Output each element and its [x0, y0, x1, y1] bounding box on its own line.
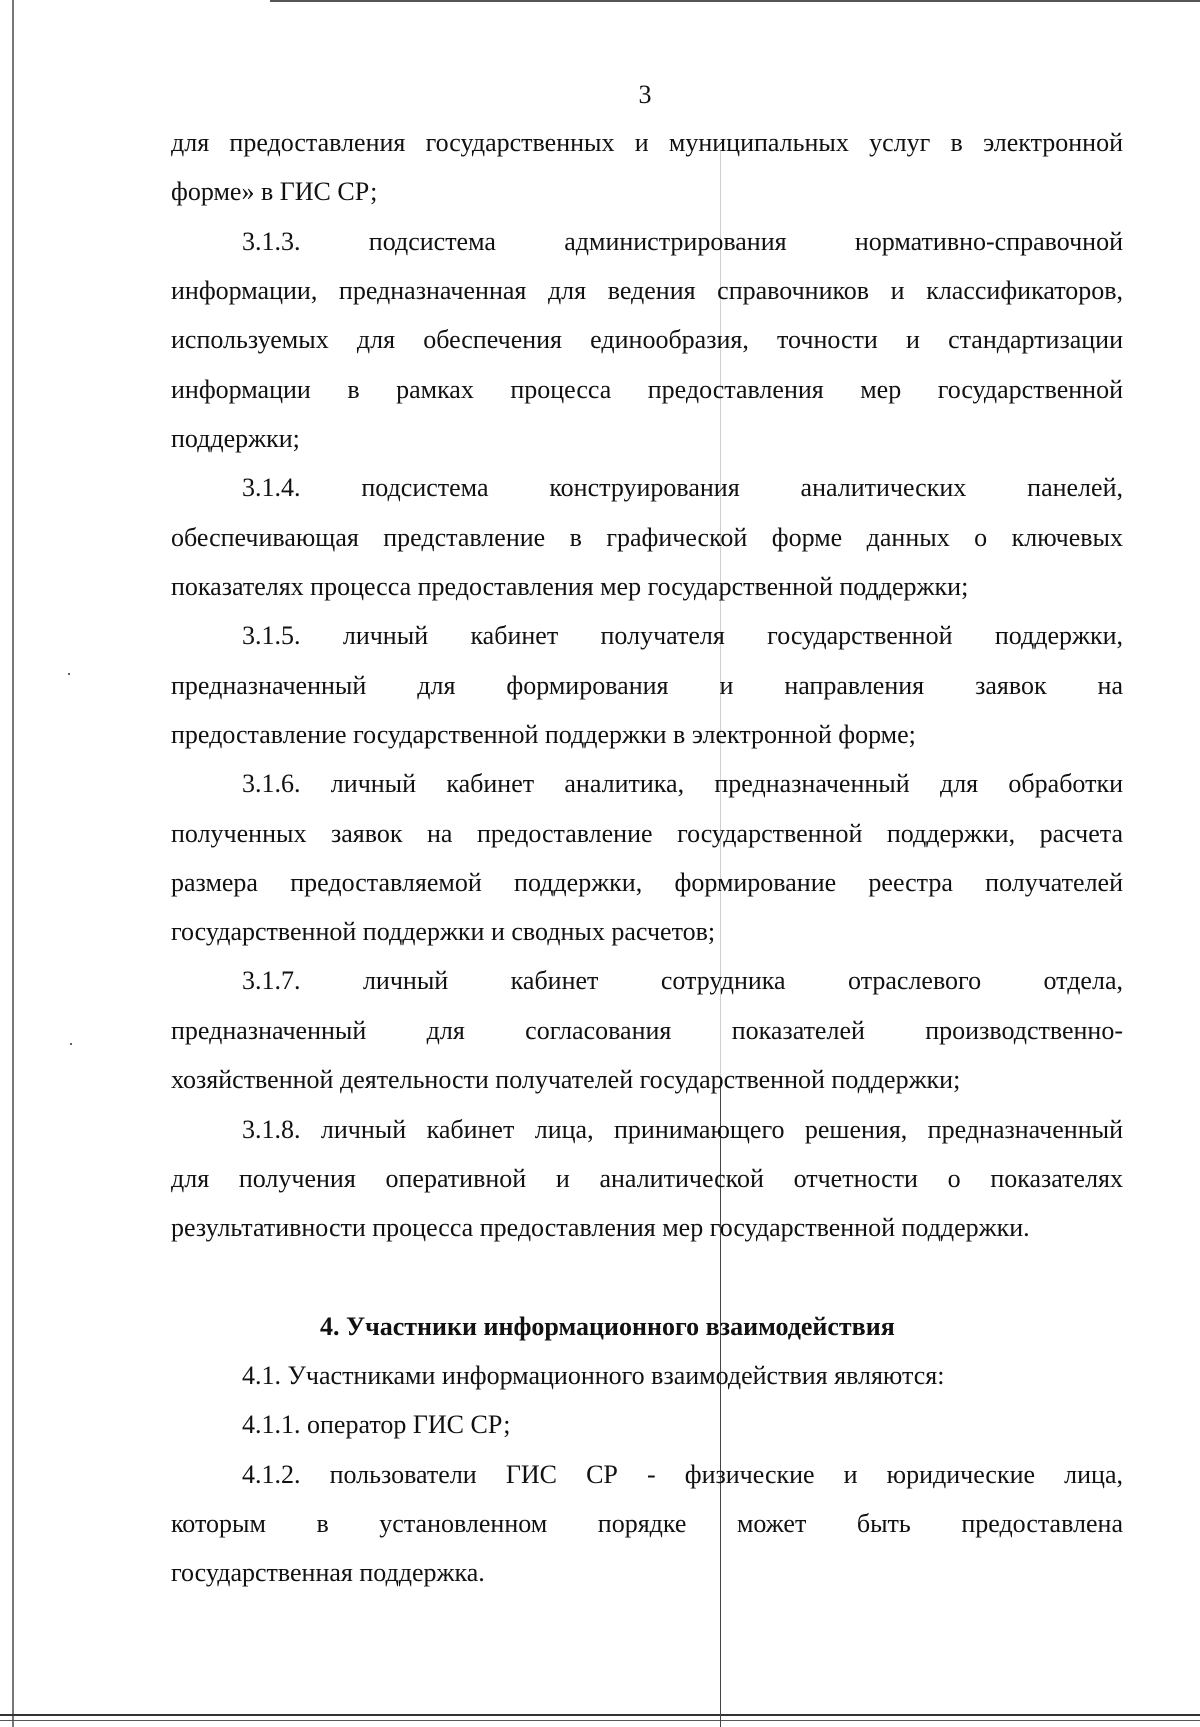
- paragraph-3-1-6-start: 3.1.6. личный кабинет аналитика, предназначенный для обработки: [242, 769, 1123, 798]
- scan-edge-bottom-secondary: [0, 1720, 1200, 1721]
- text-line: обеспечивающая представление в графической форме данных о ключевых: [171, 523, 1123, 552]
- margin-speck-1: ·: [66, 664, 72, 684]
- text-line: предназначенный для согласования показателей производственно-: [171, 1016, 1123, 1045]
- text-line: полученных заявок на предоставление государственной поддержки, расчета: [171, 819, 1123, 848]
- clause-4-1-2-start: 4.1.2. пользователи ГИС СР - физические и юридические лица,: [242, 1460, 1123, 1489]
- section-heading-4: 4. Участники информационного взаимодействия: [320, 1312, 895, 1341]
- text-line: информации в рамках процесса предоставления мер государственной: [171, 375, 1123, 404]
- text-line: размера предоставляемой поддержки, формирование реестра получателей: [171, 868, 1123, 897]
- page-number: 3: [638, 80, 652, 109]
- margin-speck-2: ·: [68, 1034, 74, 1054]
- text-line: для получения оперативной и аналитической отчетности о показателях: [171, 1164, 1123, 1193]
- text-line: предназначенный для формирования и направления заявок на: [171, 671, 1123, 700]
- paragraph-3-1-3-start: 3.1.3. подсистема администрирования нормативно-справочной: [242, 227, 1123, 256]
- text-line: используемых для обеспечения единообразия, точности и стандартизации: [171, 325, 1123, 354]
- text-line: форме» в ГИС СР;: [171, 177, 378, 206]
- text-line: для предоставления государственных и муниципальных услуг в электронной: [171, 128, 1123, 157]
- paragraph-3-1-7-start: 3.1.7. личный кабинет сотрудника отраслевого отдела,: [242, 966, 1123, 995]
- paragraph-3-1-8-start: 3.1.8. личный кабинет лица, принимающего решения, предназначенный: [242, 1115, 1123, 1144]
- text-line: информации, предназначенная для ведения справочников и классификаторов,: [171, 276, 1123, 305]
- scan-edge-left: [12, 0, 14, 1727]
- text-line: которым в установленном порядке может быть предоставлена: [171, 1509, 1123, 1538]
- text-line: результативности процесса предоставления мер государственной поддержки.: [171, 1213, 1030, 1242]
- paragraph-3-1-4-start: 3.1.4. подсистема конструирования аналитических панелей,: [242, 473, 1123, 502]
- clause-4-1-1: 4.1.1. оператор ГИС СР;: [242, 1410, 511, 1439]
- scan-edge-bottom: [0, 1714, 1200, 1716]
- text-line: хозяйственной деятельности получателей государственной поддержки;: [171, 1065, 961, 1094]
- paragraph-3-1-5-start: 3.1.5. личный кабинет получателя государственной поддержки,: [242, 621, 1123, 650]
- clause-4-1: 4.1. Участниками информационного взаимодействия являются:: [242, 1361, 945, 1390]
- text-line: государственная поддержка.: [171, 1558, 485, 1587]
- text-line: предоставление государственной поддержки в электронной форме;: [171, 720, 916, 749]
- text-line: показателях процесса предоставления мер государственной поддержки;: [171, 572, 969, 601]
- text-line: поддержки;: [171, 424, 300, 453]
- text-line: государственной поддержки и сводных расчетов;: [171, 917, 716, 946]
- scan-edge-top: [270, 0, 1200, 2]
